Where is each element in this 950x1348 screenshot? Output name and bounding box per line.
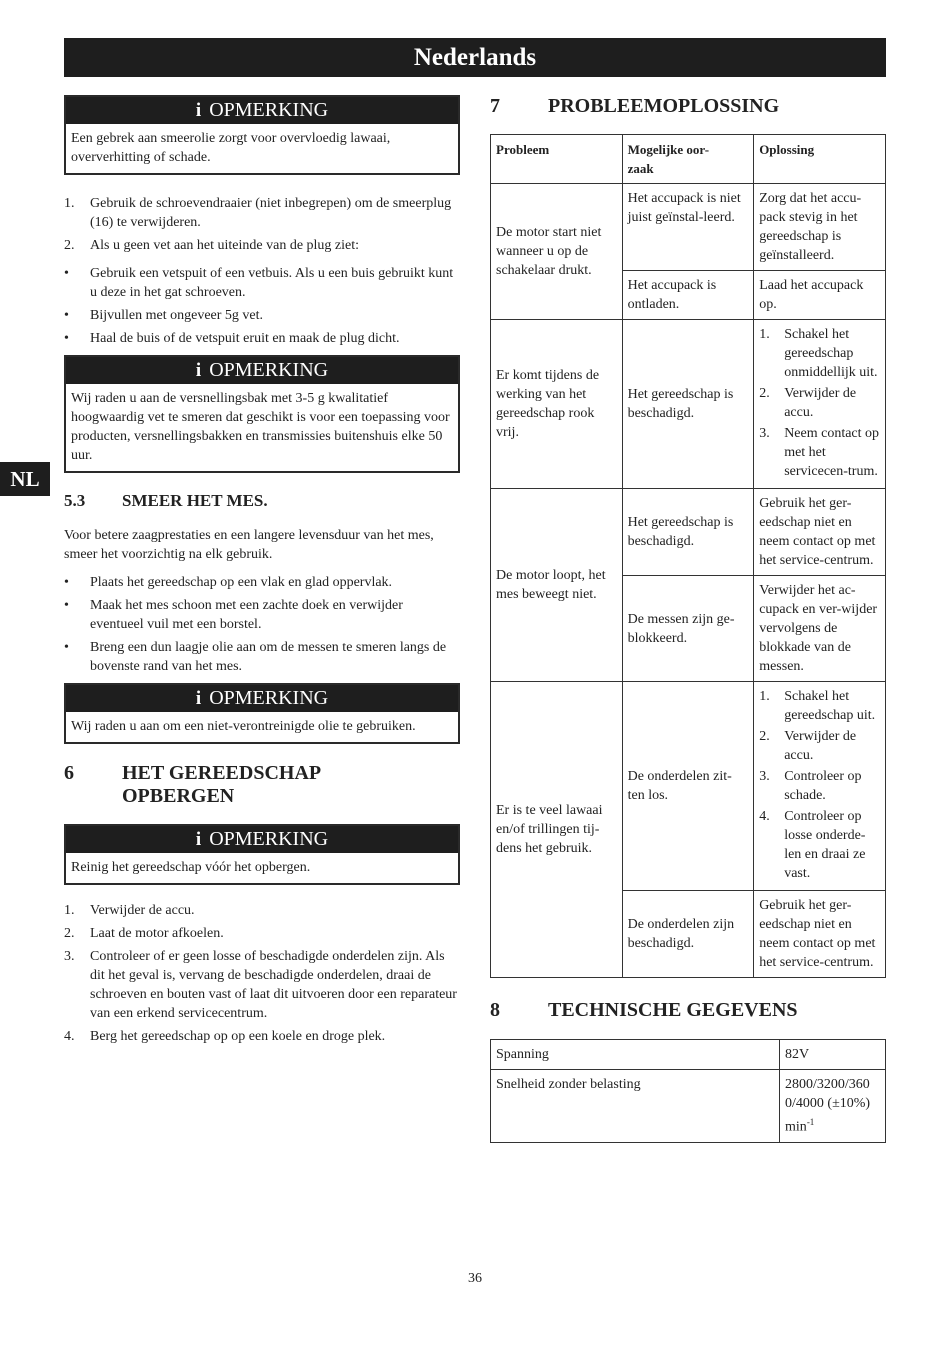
note-box-lubrication <box>64 95 460 175</box>
cell-cause: Het gereedschap is beschadigd. <box>622 320 754 489</box>
cell-solution: Verwijder het ac-cupack en ver-wijder vervolgens de blokkade van de messen. <box>754 576 886 682</box>
specs-table <box>490 1039 886 1143</box>
list-item: • Bijvullen met ongeveer 5g vet. <box>64 308 264 323</box>
spec-value: 2800/3200/360 0/4000 (±10%) $\min^{-1}$ <box>780 1070 886 1143</box>
info-icon: i <box>195 688 202 709</box>
info-icon: i <box>195 360 202 381</box>
note-label: OPMERKING <box>209 828 329 850</box>
note-box-clean <box>64 824 460 885</box>
table-row <box>491 1040 886 1070</box>
header-probleem: Probleem <box>491 135 623 184</box>
cell-cause: De onderdelen zit-ten los. <box>622 682 754 891</box>
spec-label: Spanning <box>491 1040 780 1070</box>
cell-cause: De onderdelen zijn beschadigd. <box>622 891 754 978</box>
table-row <box>491 1070 886 1143</box>
note-box-oil <box>64 683 460 744</box>
right-column <box>490 95 886 1143</box>
cell-problem: De motor start niet wanneer u op de schakelaar drukt. <box>491 184 623 320</box>
note-label: OPMERKING <box>209 99 329 121</box>
cell-cause: De messen zijn ge-blokkeerd. <box>622 576 754 682</box>
list-item: • Haal de buis of de vetspuit eruit en maak de plug dicht. <box>64 331 400 346</box>
bullets-list-greasing <box>64 264 460 348</box>
cell-cause: Het accupack is ontladen. <box>622 271 754 320</box>
paragraph-lubricate-blade: Voor betere zaagprestaties en een langere levensduur van het mes, smeer het voorzichtig na elk gebruik. <box>64 528 434 562</box>
note-text: Wij raden u aan om een niet-verontreinigde olie te gebruiken. <box>71 719 416 734</box>
cell-solution: 1. Schakel het gereedschap onmiddellijk uit. 2. Verwijder de accu. 3. Neem contact op met het servicecen-trum. <box>754 320 886 489</box>
list-item: 1. Verwijder de accu. <box>64 903 195 918</box>
info-icon: i <box>195 829 202 850</box>
steps-list-greasing <box>64 194 460 255</box>
section-heading-8: 8 TECHNISCHE GEGEVENS <box>490 999 798 1021</box>
list-item: • Plaats het gereedschap op een vlak en glad oppervlak. <box>64 575 393 590</box>
table-row <box>491 682 886 891</box>
note-box-gearbox <box>64 355 460 473</box>
bullets-list-blade <box>64 573 460 676</box>
note-text: Wij raden u aan de versnellingsbak met 3-5 g kwalitatief hoogwaardig vet te smeren dat geschikt is voor een toepassing voor producten, versnellingsbakken en transmissies buitenshuis elke 50 uur. <box>71 391 450 463</box>
cell-problem: Er is te veel lawaai en/of trillingen tij-dens het gebruik. <box>491 682 623 978</box>
section-heading-7: 7 PROBLEEMOPLOSSING <box>490 95 780 117</box>
section-heading-6: 6 HET GEREEDSCHAP OPBERGEN <box>64 762 322 807</box>
cell-solution: Gebruik het ger-eedschap niet en neem contact op met het service-centrum. <box>754 891 886 978</box>
steps-list-storage <box>64 901 460 1046</box>
note-text: Reinig het gereedschap vóór het opbergen. <box>71 860 311 875</box>
troubleshooting-table <box>490 134 886 978</box>
note-header <box>66 97 458 124</box>
note-label: OPMERKING <box>209 687 329 709</box>
cell-solution: Laad het accupack op. <box>754 271 886 320</box>
note-header <box>66 357 458 384</box>
note-text: Een gebrek aan smeerolie zorgt voor overvloedig lawaai, oververhitting of schade. <box>71 131 391 165</box>
table-header-row <box>491 135 886 184</box>
cell-problem: De motor loopt, het mes beweegt niet. <box>491 489 623 682</box>
list-item: 2. Als u geen vet aan het uiteinde van de plug ziet: <box>64 238 360 253</box>
note-label: OPMERKING <box>209 359 329 381</box>
list-item: • Maak het mes schoon met een zachte doek en verwijder eventueel vuil met een borstel. <box>64 598 403 632</box>
cell-cause: Het accupack is niet juist geïnstal-leerd. <box>622 184 754 271</box>
cell-solution: Zorg dat het accu-pack stevig in het gereedschap is geïnstalleerd. <box>754 184 886 271</box>
note-header <box>66 826 458 853</box>
header-oorzaak: Mogelijke oor- zaak <box>622 135 754 184</box>
list-item: • Breng een dun laagje olie aan om de messen te smeren langs de bovenste rand van het mes. <box>64 640 447 674</box>
list-item: • Gebruik een vetspuit of een vetbuis. Als u een buis gebruikt kunt u deze in het gat schroeven. <box>64 266 454 300</box>
table-row <box>491 184 886 271</box>
list-item: 4. Berg het gereedschap op op een koele en droge plek. <box>64 1029 386 1044</box>
cell-problem: Er komt tijdens de werking van het gereedschap rook vrij. <box>491 320 623 489</box>
page-banner: Nederlands <box>64 38 886 77</box>
left-column <box>64 95 460 1050</box>
list-item: 3. Controleer of er geen losse of beschadigde onderdelen zijn. Als dit het geval is, vervang de beschadigde onderdelen, draai de schroeven en bouten vast of laat dit uitvoeren door een reparateur van een erkend servicecentrum. <box>64 949 457 1021</box>
list-item: 1. Gebruik de schroevendraaier (niet inbegrepen) om de smeerplug (16) te verwijderen. <box>64 196 452 230</box>
table-row <box>491 489 886 576</box>
section-heading-5-3: 5.3 SMEER HET MES. <box>64 491 268 510</box>
list-item: 2. Laat de motor afkoelen. <box>64 926 224 941</box>
table-row <box>491 320 886 489</box>
spec-label: Snelheid zonder belasting <box>491 1070 780 1143</box>
info-icon: i <box>195 100 202 121</box>
spec-value: 82V <box>780 1040 886 1070</box>
cell-solution: Gebruik het ger-eedschap niet en neem contact op met het service-centrum. <box>754 489 886 576</box>
language-tab: NL <box>0 462 50 496</box>
note-header <box>66 685 458 712</box>
page-number: 36 <box>468 1271 482 1286</box>
cell-cause: Het gereedschap is beschadigd. <box>622 489 754 576</box>
cell-solution: 1. Schakel het gereedschap uit. 2. Verwijder de accu. 3. Controleer op schade. 4. Controleer op losse onderde-len en draai ze vast. <box>754 682 886 891</box>
header-oplossing: Oplossing <box>754 135 886 184</box>
